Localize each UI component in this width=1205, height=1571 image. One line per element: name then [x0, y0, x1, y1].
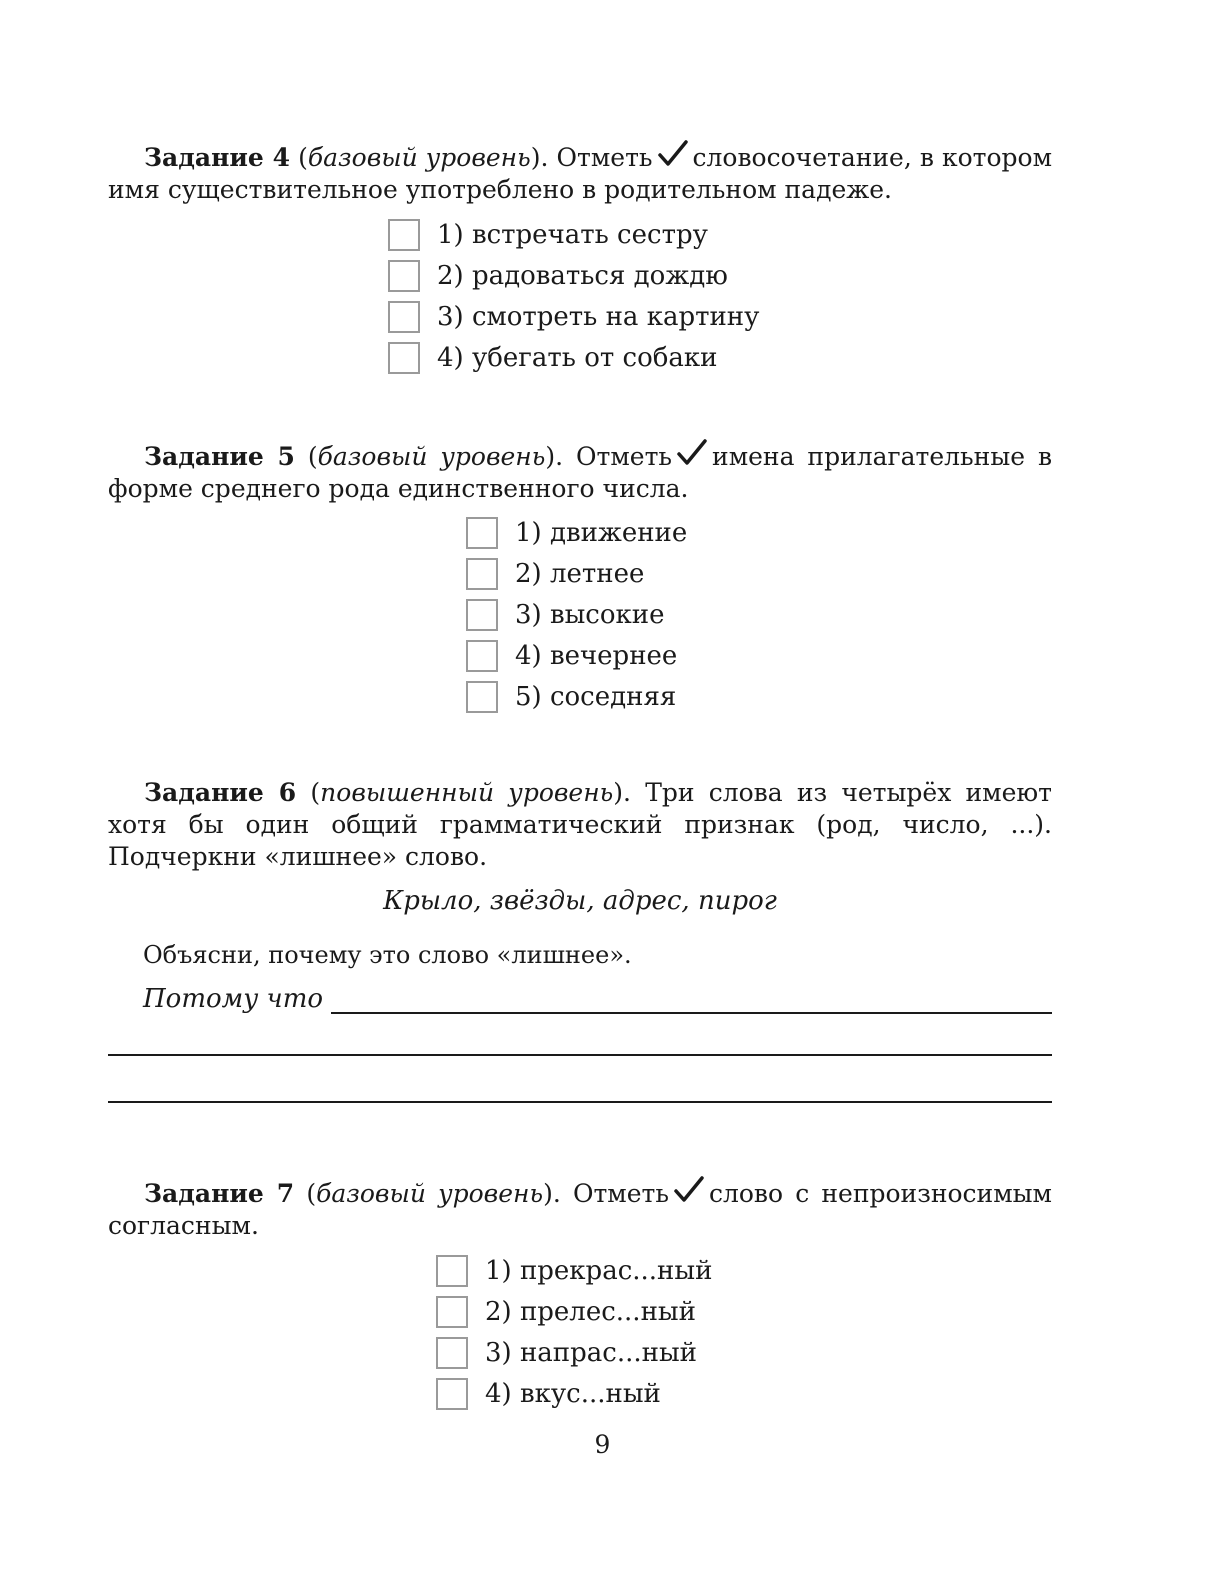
option-label: 1) прекрас...ный [485, 1255, 713, 1286]
task-6-title: Задание 6 [144, 778, 297, 807]
task-7-level: базовый уровень [316, 1179, 544, 1208]
answer-checkbox[interactable] [436, 1378, 468, 1410]
task-5-instruction: Отметь [576, 442, 673, 471]
task-4-instruction: Отметь [556, 143, 653, 172]
option-label: 4) вкус...ный [485, 1378, 661, 1409]
answer-line-1[interactable] [331, 986, 1052, 1014]
answer-checkbox[interactable] [466, 681, 498, 713]
checkmark-icon [676, 438, 708, 468]
task-5-options [466, 512, 687, 717]
task-4-level: базовый уровень [307, 143, 531, 172]
answer-checkbox[interactable] [388, 219, 420, 251]
page-number: 9 [594, 1430, 611, 1459]
option-row [436, 1332, 712, 1373]
task-6-explain: Объясни, почему это слово «лишнее». [143, 941, 632, 969]
option-row [466, 512, 687, 553]
checkmark-icon [657, 139, 689, 169]
task-5-level: базовый уровень [317, 442, 546, 471]
answer-checkbox[interactable] [388, 342, 420, 374]
task-7 [108, 1175, 1052, 1242]
task-5-title: Задание 5 [144, 442, 295, 471]
option-label: 2) радоваться дождю [437, 260, 728, 291]
task-4-options [388, 214, 759, 378]
answer-line-3[interactable] [108, 1101, 1052, 1103]
answer-checkbox[interactable] [466, 599, 498, 631]
option-label: 3) смотреть на картину [437, 301, 760, 332]
because-label: Потому что [143, 984, 324, 1014]
option-label: 2) летнее [515, 558, 645, 589]
option-row [388, 296, 759, 337]
answer-checkbox[interactable] [466, 640, 498, 672]
answer-row [143, 984, 1052, 1014]
option-row [388, 255, 759, 296]
task-7-options [436, 1250, 712, 1414]
task-6-level: повышенный уровень [320, 778, 614, 807]
option-row [436, 1291, 712, 1332]
task-4-title: Задание 4 [144, 143, 291, 172]
task-6-description: Три слова из четырёх имеют хотя бы один общий грамматический признак (род, число, ...). Подчеркни «лишнее» слово. [108, 778, 1053, 871]
task-6-words[interactable]: Крыло, звёзды, адрес, пирог [383, 886, 777, 916]
answer-checkbox[interactable] [436, 1255, 468, 1287]
option-row [466, 553, 687, 594]
answer-checkbox[interactable] [436, 1296, 468, 1328]
option-label: 4) убегать от собаки [437, 342, 718, 373]
task-6-text: Задание 6 (повышенный уровень). Три слова из четырёх имеют хотя бы один общий грамматический признак (род, число, ...). Подчеркни «лишнее» слово. [108, 778, 1053, 871]
checkmark-icon [673, 1175, 705, 1205]
task-5-description: имена прилагательные в форме среднего рода единственного числа. [108, 442, 1053, 503]
task-5-text: Задание 5 (базовый уровень). Отметь имена прилагательные в форме среднего рода единственного числа. [108, 438, 1052, 505]
option-row [466, 635, 687, 676]
option-row [388, 337, 759, 378]
answer-line-2[interactable] [108, 1054, 1052, 1056]
option-label: 5) соседняя [515, 681, 677, 712]
option-row [436, 1373, 712, 1414]
task-5 [108, 438, 1052, 505]
task-4-description: словосочетание, в котором имя существительное употреблено в родительном падеже. [108, 143, 1053, 204]
answer-checkbox[interactable] [436, 1337, 468, 1369]
option-label: 3) высокие [515, 599, 665, 630]
task-7-instruction: Отметь [572, 1179, 669, 1208]
task-4 [108, 139, 1052, 206]
task-7-text: Задание 7 (базовый уровень). Отметь слово с непроизносимым согласным. [108, 1175, 1052, 1242]
task-6 [108, 777, 1052, 873]
answer-checkbox[interactable] [466, 558, 498, 590]
answer-checkbox[interactable] [388, 301, 420, 333]
task-7-title: Задание 7 [144, 1179, 295, 1208]
task-4-text: Задание 4 (базовый уровень). Отметь словосочетание, в котором имя существительное употреблено в родительном падеже. [108, 139, 1052, 206]
option-label: 1) движение [515, 517, 688, 548]
task-7-description: слово с непроизносимым согласным. [108, 1179, 1053, 1240]
option-label: 1) встречать сестру [437, 219, 708, 250]
option-row [436, 1250, 712, 1291]
answer-checkbox[interactable] [466, 517, 498, 549]
answer-checkbox[interactable] [388, 260, 420, 292]
option-label: 3) напрас...ный [485, 1337, 697, 1368]
option-label: 4) вечернее [515, 640, 678, 671]
option-label: 2) прелес...ный [485, 1296, 696, 1327]
option-row [466, 594, 687, 635]
option-row [388, 214, 759, 255]
option-row [466, 676, 687, 717]
